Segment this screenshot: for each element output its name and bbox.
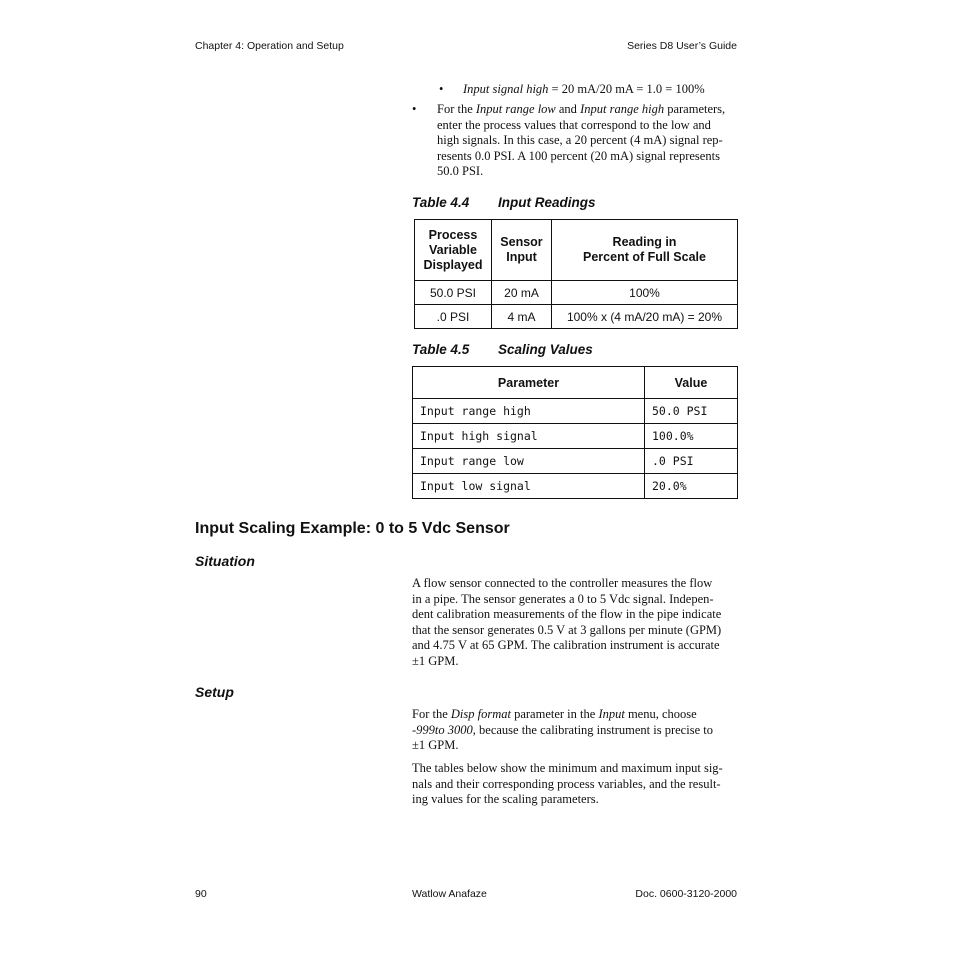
term-input-menu: Input <box>598 707 625 721</box>
bullet-glyph: • <box>439 82 444 96</box>
cell-value: 50.0 PSI <box>645 399 738 424</box>
section-heading: Input Scaling Example: 0 to 5 Vdc Sensor <box>195 520 510 537</box>
term-input-range-high: Input range high <box>580 102 665 116</box>
cell-sensor-input: 4 mA <box>492 305 552 329</box>
main-bullet-line: high signals. In this case, a 20 percent (4 mA) signal rep- <box>437 133 723 148</box>
header-line: Displayed <box>423 257 483 272</box>
paragraph-line: ing values for the scaling parameters. <box>412 792 599 807</box>
paragraph-line: in a pipe. The sensor generates a 0 to 5 Vdc signal. Indepen- <box>412 591 714 606</box>
table-row <box>413 449 738 474</box>
text-span: parameter in the <box>510 707 599 721</box>
table-header-row <box>413 367 738 399</box>
paragraph-line: The tables below show the minimum and maximum input sig- <box>412 761 723 775</box>
cell-reading: 100% x (4 mA/20 mA) = 20% <box>552 305 738 329</box>
cell-sensor-input: 20 mA <box>492 281 552 305</box>
cell-parameter: Input low signal <box>413 474 645 499</box>
main-bullet-line: enter the process values that correspond to the low and <box>437 117 711 132</box>
text-span: For the <box>437 102 476 116</box>
text-span: and <box>555 102 581 116</box>
term-disp-format: Disp format <box>450 707 511 721</box>
table-title: Scaling Values <box>498 342 593 357</box>
term-range-choice: -999to 3000 <box>412 722 473 737</box>
table-number: Table 4.4 <box>412 195 470 210</box>
term-input-signal-high: Input signal high <box>463 82 549 96</box>
table-row <box>413 474 738 499</box>
table-4-5-caption <box>412 342 593 357</box>
col-header-sensor-input <box>492 220 552 281</box>
text-span: parameters, <box>664 102 726 116</box>
setup-paragraph-1 <box>412 707 713 754</box>
bullet-glyph: • <box>412 102 417 116</box>
header-line: Reading in <box>612 235 677 249</box>
table-row <box>413 399 738 424</box>
table-row <box>415 305 738 329</box>
main-bullet-line <box>437 102 725 118</box>
main-bullet-line: 50.0 PSI. <box>437 164 484 179</box>
footer-company: Watlow Anafaze <box>412 888 487 900</box>
paragraph-line <box>412 707 713 723</box>
setup-heading: Setup <box>195 684 234 700</box>
sub-bullet-item <box>463 82 705 98</box>
text-span: , because the calibrating instrument is precise to <box>472 722 713 737</box>
cell-process-variable: .0 PSI <box>415 305 492 329</box>
footer-page-number: 90 <box>195 888 207 900</box>
text-span: For the <box>412 707 451 721</box>
cell-parameter: Input high signal <box>413 424 645 449</box>
paragraph-line: nals and their corresponding process variables, and the result- <box>412 776 721 791</box>
sub-bullet-text: = 20 mA/20 mA = 1.0 = 100% <box>548 82 705 96</box>
cell-parameter: Input range low <box>413 449 645 474</box>
paragraph-line: that the sensor generates 0.5 V at 3 gallons per minute (GPM) <box>412 622 722 637</box>
col-header-reading-percent <box>552 220 738 281</box>
situation-paragraph <box>412 576 721 670</box>
situation-heading: Situation <box>195 553 255 569</box>
cell-value: 100.0% <box>645 424 738 449</box>
table-number: Table 4.5 <box>412 342 470 357</box>
footer-doc-number: Doc. 0600-3120-2000 <box>635 888 737 900</box>
header-line: Percent of Full Scale <box>583 250 706 264</box>
paragraph-line: dent calibration measurements of the flow in the pipe indicate <box>412 607 722 622</box>
table-row <box>415 281 738 305</box>
term-input-range-low: Input range low <box>475 102 556 116</box>
paragraph-line: A flow sensor connected to the controller measures the flow <box>412 576 713 590</box>
table-scaling-values <box>412 366 738 499</box>
setup-paragraph-2 <box>412 761 723 808</box>
running-header-guide: Series D8 User’s Guide <box>627 40 737 52</box>
text-span: menu, choose <box>624 707 697 721</box>
running-header-chapter: Chapter 4: Operation and Setup <box>195 40 344 52</box>
table-row <box>413 424 738 449</box>
col-header-value: Value <box>645 367 738 399</box>
cell-parameter: Input range high <box>413 399 645 424</box>
cell-reading: 100% <box>552 281 738 305</box>
table-header-row <box>415 220 738 281</box>
cell-value: 20.0% <box>645 474 738 499</box>
col-header-process-variable <box>415 220 492 281</box>
paragraph-line: ±1 GPM. <box>412 653 459 668</box>
paragraph-line: and 4.75 V at 65 GPM. The calibration instrument is accurate <box>412 638 720 653</box>
header-line: Variable <box>429 242 477 257</box>
table-title: Input Readings <box>498 195 596 210</box>
table-input-readings <box>414 219 738 329</box>
header-line: Sensor <box>500 235 543 249</box>
col-header-parameter: Parameter <box>413 367 645 399</box>
paragraph-line: ±1 GPM. <box>412 738 459 753</box>
table-4-4-caption <box>412 195 596 210</box>
main-bullet-item <box>437 102 725 180</box>
paragraph-line <box>412 723 713 739</box>
cell-value: .0 PSI <box>645 449 738 474</box>
header-line: Process <box>428 227 478 242</box>
header-line: Input <box>506 250 537 264</box>
main-bullet-line: resents 0.0 PSI. A 100 percent (20 mA) signal represents <box>437 148 720 163</box>
cell-process-variable: 50.0 PSI <box>415 281 492 305</box>
